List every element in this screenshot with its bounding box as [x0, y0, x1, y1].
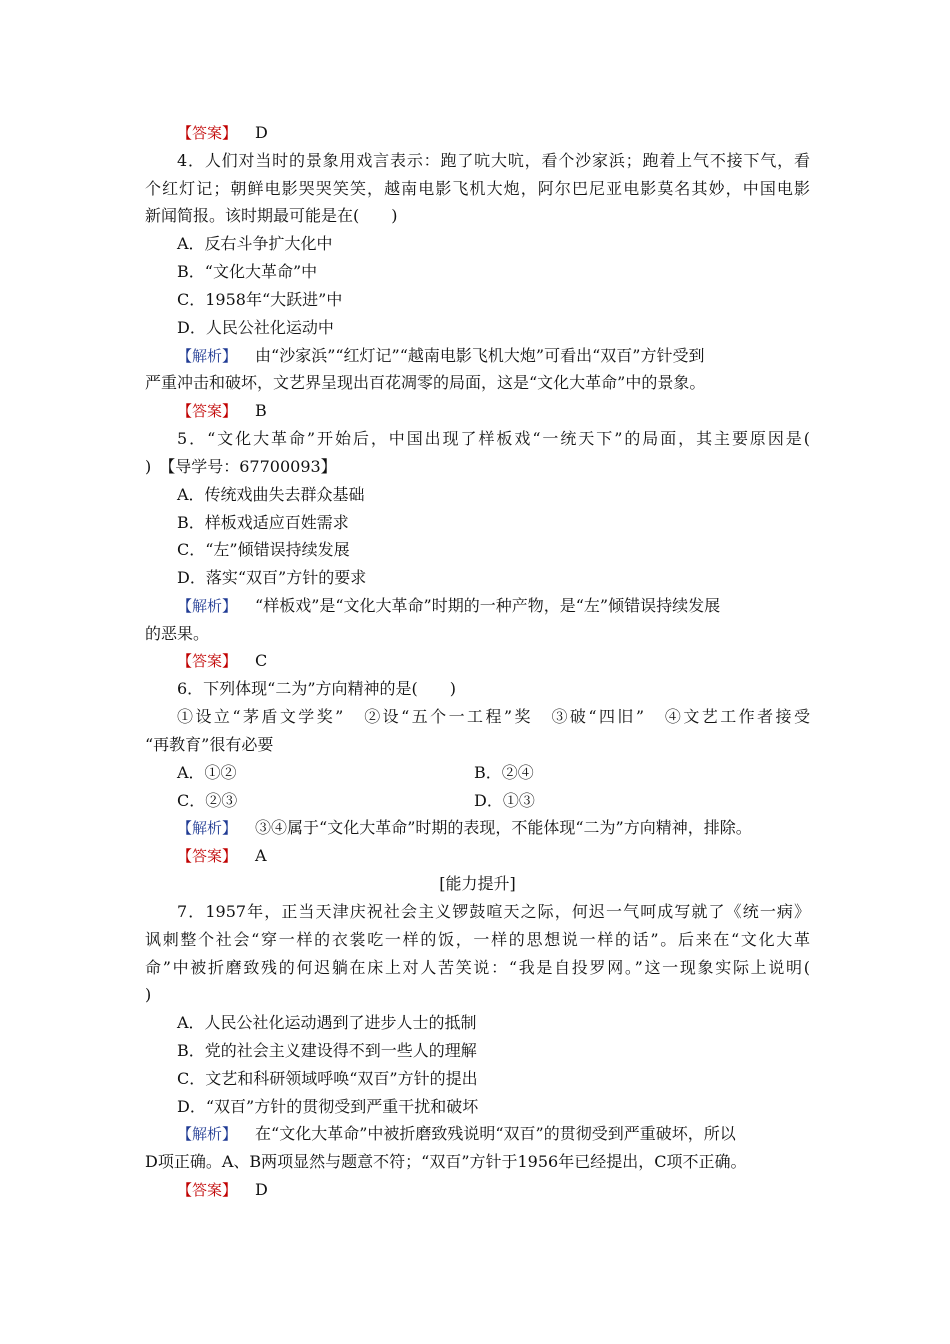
answer-value: D: [255, 1180, 268, 1199]
option: B．“文化大革命”中: [177, 262, 318, 281]
question-6-items: ①设立“茅盾文学奖” ②设“五个一工程”奖 ③破“四旧” ④文艺工作者接受: [177, 707, 810, 726]
question-4-stem: 4．人们对当时的景象用戏言表示：跑了吭大吭，看个沙家浜；跑着上气不接下气，看: [177, 151, 810, 170]
analysis-text: 的恶果。: [145, 624, 210, 643]
analysis-label: 【解析】: [177, 347, 238, 365]
option: B．样板戏适应百姓需求: [177, 513, 349, 532]
option: C．1958年“大跃进”中: [177, 290, 343, 309]
option-row: [177, 763, 842, 783]
answer-line: [177, 1180, 842, 1200]
question-5-stem: ) 【导学号：67700093】: [145, 457, 337, 476]
answer-line: [177, 651, 842, 671]
analysis-label: 【解析】: [177, 819, 238, 837]
analysis-line: [177, 346, 810, 366]
analysis-text: 在“文化大革命”中被折磨致残说明“双百”的贯彻受到严重破坏，所以: [255, 1124, 736, 1143]
option: D．“双百”方针的贯彻受到严重干扰和破坏: [177, 1097, 479, 1116]
option: D．人民公社化运动中: [177, 318, 334, 337]
analysis-text: “样板戏”是“文化大革命”时期的一种产物，是“左”倾错误持续发展: [255, 596, 721, 615]
option: A．人民公社化运动遇到了进步人士的抵制: [177, 1013, 477, 1032]
option: D．落实“双百”方针的要求: [177, 568, 367, 587]
question-7-stem: 7．1957年，正当天津庆祝社会主义锣鼓喧天之际，何迟一气呵成写就了《统一病》: [177, 902, 810, 921]
answer-label: 【答案】: [177, 1181, 238, 1199]
answer-label: 【答案】: [177, 847, 238, 865]
option: A．①②: [177, 763, 237, 782]
question-5-stem: 5．“文化大革命”开始后，中国出现了样板戏“一统天下”的局面，其主要原因是(: [177, 429, 810, 448]
analysis-label: 【解析】: [177, 597, 238, 615]
option: C．②③: [177, 791, 238, 810]
answer-line: [177, 401, 842, 421]
analysis-line: [177, 1124, 810, 1144]
analysis-text: D项正确。A、B两项显然与题意不符；“双百”方针于1956年已经提出，C项不正确。: [145, 1152, 747, 1171]
question-6-stem: 6．下列体现“二为”方向精神的是( ): [177, 679, 457, 698]
answer-line: [177, 123, 842, 143]
analysis-text: 由“沙家浜”“红灯记”“越南电影飞机大炮”可看出“双百”方针受到: [255, 346, 705, 365]
question-4-stem: 新闻简报。该时期最可能是在( ): [145, 206, 398, 225]
option-row: [177, 791, 842, 811]
option: C．“左”倾错误持续发展: [177, 540, 350, 559]
question-7-stem: ): [145, 985, 152, 1004]
answer-value: D: [255, 123, 268, 142]
answer-label: 【答案】: [177, 652, 238, 670]
option: C．文艺和科研领域呼唤“双百”方针的提出: [177, 1069, 478, 1088]
analysis-line: [177, 596, 810, 616]
answer-value: C: [255, 651, 268, 670]
option: D．①③: [474, 791, 535, 810]
analysis-label: 【解析】: [177, 1125, 238, 1143]
option: B．党的社会主义建设得不到一些人的理解: [177, 1041, 477, 1060]
analysis-text: 严重冲击和破坏，文艺界呈现出百花凋零的局面，这是“文化大革命”中的景象。: [145, 373, 706, 392]
option: A．反右斗争扩大化中: [177, 234, 333, 253]
question-7-stem: 讽刺整个社会“穿一样的衣裳吃一样的饭，一样的思想说一样的话”。后来在“文化大革: [145, 930, 810, 949]
answer-value: A: [255, 846, 267, 865]
option: B．②④: [474, 763, 534, 782]
analysis-text: ③④属于“文化大革命”时期的表现，不能体现“二为”方向精神，排除。: [255, 818, 752, 837]
answer-label: 【答案】: [177, 124, 238, 142]
answer-line: [177, 846, 842, 866]
option: A．传统戏曲失去群众基础: [177, 485, 365, 504]
question-4-stem: 个红灯记；朝鲜电影哭哭笑笑，越南电影飞机大炮，阿尔巴尼亚电影莫名其妙，中国电影: [145, 179, 810, 198]
question-6-items: “再教育”很有必要: [145, 735, 274, 754]
analysis-line: [177, 818, 842, 838]
section-heading: [能力提升]: [439, 874, 516, 893]
answer-label: 【答案】: [177, 402, 238, 420]
question-7-stem: 命”中被折磨致残的何迟躺在床上对人苦笑说：“我是自投罗网。”这一现象实际上说明(: [145, 958, 810, 977]
answer-value: B: [255, 401, 267, 420]
